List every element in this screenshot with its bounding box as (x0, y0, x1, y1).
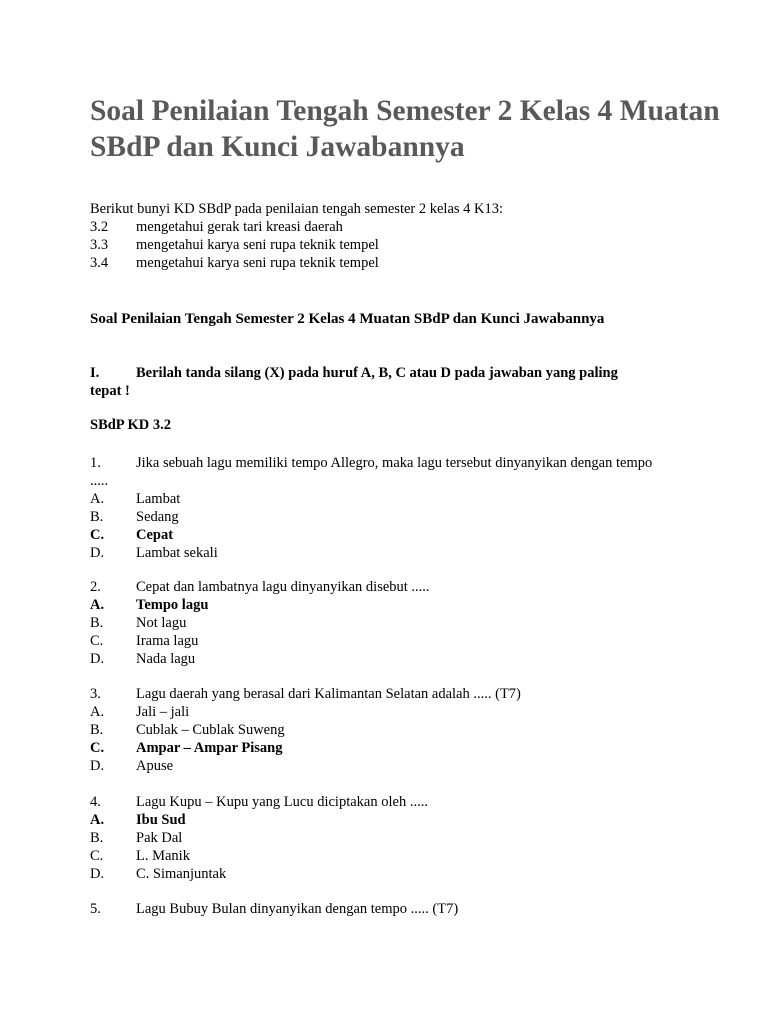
option-letter: D. (90, 866, 105, 882)
option-text: Not lagu (136, 615, 187, 631)
instruction-text-cont: tepat ! (90, 383, 130, 399)
option-text: Apuse (136, 758, 174, 774)
kd-label: SBdP KD 3.2 (90, 417, 171, 433)
option-d (90, 544, 690, 562)
option-letter: A. (90, 491, 105, 507)
question-text: Lagu daerah yang berasal dari Kalimantan Selatan adalah ..... (T7) (136, 686, 521, 702)
option-b (90, 829, 690, 847)
option-letter: C. (90, 633, 104, 649)
option-text: Ampar – Ampar Pisang (136, 740, 283, 756)
kd-text: mengetahui karya seni rupa teknik tempel (136, 255, 379, 271)
question-text: Lagu Bubuy Bulan dinyanyikan dengan tempo ..... (T7) (136, 901, 459, 917)
option-a-correct (90, 811, 690, 829)
kd-number: 3.3 (90, 237, 109, 253)
instruction (90, 364, 650, 400)
intro-lead: Berikut bunyi KD SBdP pada penilaian tengah semester 2 kelas 4 K13: (90, 201, 504, 217)
question-text-cont: ..... (90, 473, 109, 489)
option-b (90, 614, 690, 632)
option-letter: A. (90, 812, 105, 828)
option-c-correct (90, 739, 690, 757)
question-4 (90, 793, 690, 883)
question-text: Lagu Kupu – Kupu yang Lucu diciptakan oleh ..... (136, 794, 428, 810)
question-text: Cepat dan lambatnya lagu dinyanyikan disebut ..... (136, 579, 430, 595)
question-stem (90, 900, 690, 918)
question-number: 3. (90, 686, 101, 702)
option-text: Tempo lagu (136, 597, 209, 613)
question-stem (90, 685, 690, 703)
option-a (90, 490, 690, 508)
question-stem (90, 454, 690, 472)
question-1 (90, 454, 690, 562)
option-text: Jali – jali (136, 704, 190, 720)
question-stem (90, 793, 690, 811)
option-text: Pak Dal (136, 830, 183, 846)
option-letter: C. (90, 848, 104, 864)
option-text: Lambat (136, 491, 181, 507)
kd-item (90, 218, 730, 236)
kd-number: 3.2 (90, 219, 109, 235)
section-heading: Soal Penilaian Tengah Semester 2 Kelas 4 Muatan SBdP dan Kunci Jawabannya (90, 311, 605, 327)
page-title: Soal Penilaian Tengah Semester 2 Kelas 4 Muatan SBdP dan Kunci Jawabannya (90, 95, 720, 163)
question-5 (90, 900, 690, 918)
option-text: Sedang (136, 509, 179, 525)
option-letter: D. (90, 651, 105, 667)
option-letter: B. (90, 509, 104, 525)
option-d (90, 865, 690, 883)
question-number: 4. (90, 794, 101, 810)
option-text: L. Manik (136, 848, 190, 864)
instruction-number: I. (90, 365, 100, 381)
instruction-text: Berilah tanda silang (X) pada huruf A, B, C atau D pada jawaban yang paling (136, 365, 618, 381)
option-b (90, 721, 690, 739)
option-b (90, 508, 690, 526)
option-c (90, 847, 690, 865)
option-letter: A. (90, 704, 105, 720)
option-text: Nada lagu (136, 651, 196, 667)
option-letter: C. (90, 740, 105, 756)
question-stem (90, 578, 690, 596)
option-c (90, 632, 690, 650)
question-number: 2. (90, 579, 101, 595)
question-2 (90, 578, 690, 668)
option-a (90, 703, 690, 721)
intro-section (90, 200, 730, 272)
kd-text: mengetahui gerak tari kreasi daerah (136, 219, 343, 235)
option-letter: D. (90, 545, 105, 561)
option-text: Cublak – Cublak Suweng (136, 722, 285, 738)
option-letter: B. (90, 615, 104, 631)
option-letter: B. (90, 722, 104, 738)
kd-text: mengetahui karya seni rupa teknik tempel (136, 237, 379, 253)
option-text: Lambat sekali (136, 545, 218, 561)
option-text: Cepat (136, 527, 174, 543)
option-text: C. Simanjuntak (136, 866, 227, 882)
kd-item (90, 254, 730, 272)
option-a-correct (90, 596, 690, 614)
option-c-correct (90, 526, 690, 544)
question-number: 5. (90, 901, 101, 917)
option-letter: A. (90, 597, 105, 613)
question-3 (90, 685, 690, 775)
kd-number: 3.4 (90, 255, 109, 271)
option-text: Irama lagu (136, 633, 199, 649)
option-text: Ibu Sud (136, 812, 186, 828)
option-letter: C. (90, 527, 105, 543)
option-d (90, 757, 690, 775)
kd-item (90, 236, 730, 254)
question-text: Jika sebuah lagu memiliki tempo Allegro, maka lagu tersebut dinyanyikan dengan tempo (136, 455, 653, 471)
option-letter: D. (90, 758, 105, 774)
question-number: 1. (90, 455, 101, 471)
option-d (90, 650, 690, 668)
option-letter: B. (90, 830, 104, 846)
